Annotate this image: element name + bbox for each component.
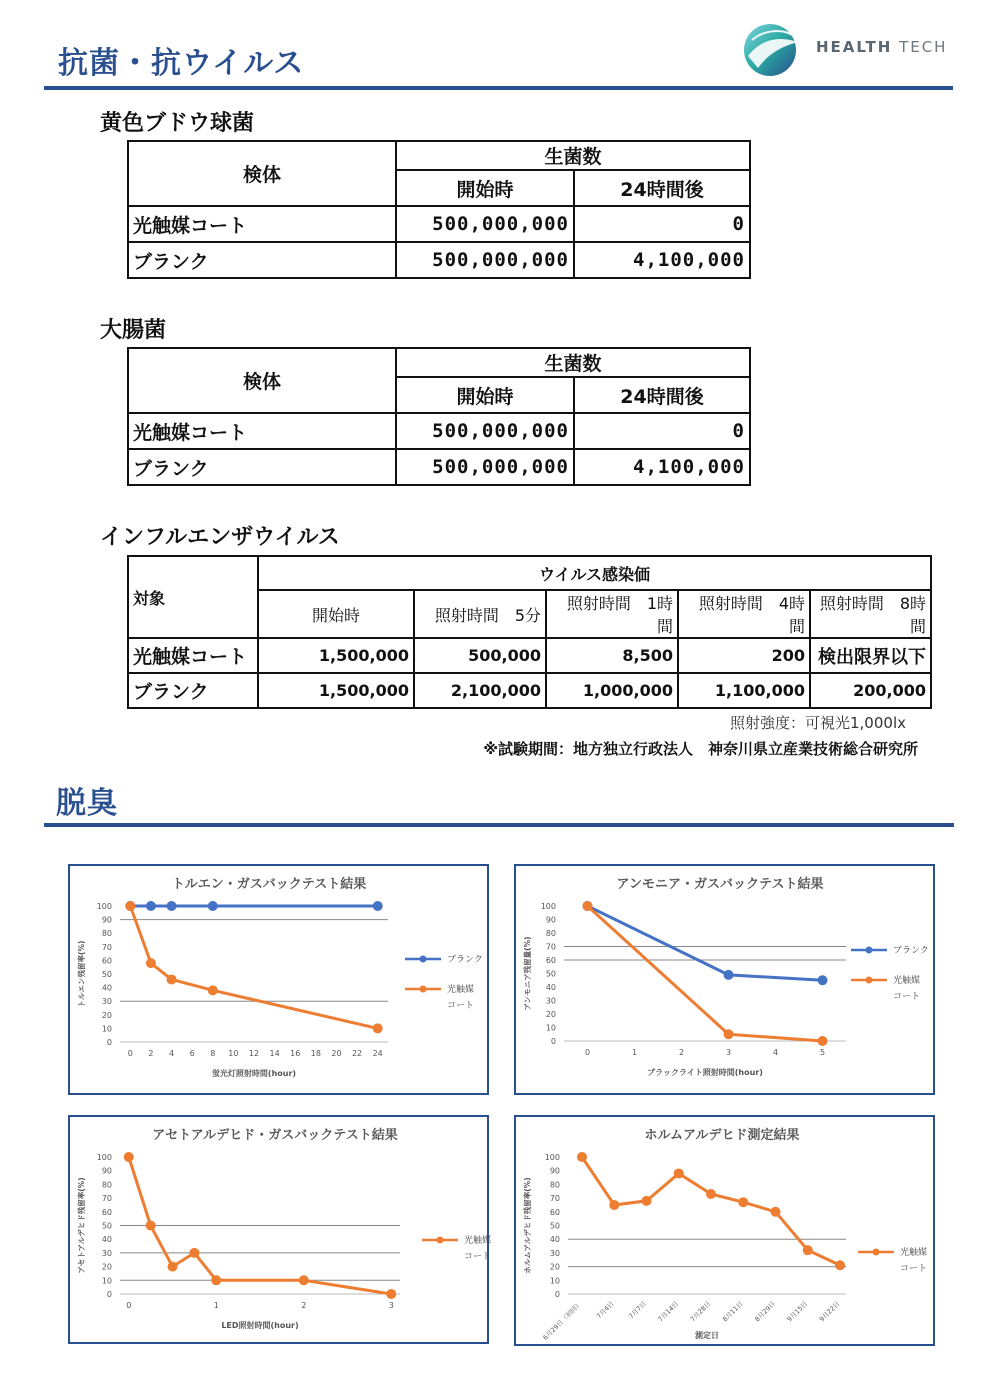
flu-title: インフルエンザウイルス [100, 525, 340, 550]
chart-title: アンモニア・ガスバックテスト結果 [616, 877, 824, 892]
ecoli-header-24h: 24時間後 [574, 377, 750, 413]
chart-title: トルエン・ガスバックテスト結果 [171, 877, 367, 892]
y-tick-label: 50 [545, 969, 556, 979]
staph-header-count: 生菌数 [396, 141, 750, 170]
y-tick-label: 100 [96, 902, 112, 911]
cell-start: 500,000,000 [396, 206, 574, 242]
data-point [208, 985, 218, 995]
cell-after: 4,100,000 [574, 449, 750, 485]
y-tick-label: 50 [101, 1221, 112, 1231]
y-tick-label: 0 [550, 1037, 556, 1046]
y-tick-label: 60 [101, 1207, 112, 1217]
staph-header-start: 開始時 [396, 170, 574, 206]
data-point [299, 1275, 309, 1285]
flu-col-header: 照射時間 4時間 [678, 590, 810, 638]
legend-label: コート [464, 1252, 492, 1262]
y-tick-label: 70 [101, 942, 112, 952]
data-point [738, 1197, 748, 1207]
ecoli-header-count: 生菌数 [396, 348, 750, 377]
y-tick-label: 50 [549, 1221, 560, 1231]
table-row [128, 673, 931, 708]
chart-svg [70, 1117, 492, 1342]
data-point [674, 1168, 684, 1178]
y-tick-label: 100 [540, 902, 556, 911]
row-label: ブランク [128, 449, 396, 485]
table-cell: 1,100,000 [678, 673, 810, 708]
x-axis-label: 測定日 [695, 1331, 719, 1340]
x-axis-label: 蛍光灯照射時間(hour) [211, 1069, 297, 1078]
logo-text-light: TECH [899, 38, 948, 56]
table-cell: 8,500 [546, 638, 678, 673]
chart-svg [516, 866, 933, 1093]
legend-marker [437, 1237, 444, 1244]
y-tick-label: 20 [545, 1010, 556, 1019]
y-tick-label: 100 [96, 1153, 112, 1162]
cell-start: 500,000,000 [396, 242, 574, 278]
legend-marker [866, 947, 873, 954]
x-tick-label: 8月11日 [721, 1299, 745, 1324]
legend-label: 光触媒 [900, 1248, 928, 1258]
y-tick-label: 20 [101, 1010, 112, 1020]
cell-start: 500,000,000 [396, 449, 574, 485]
table-cell: 1,500,000 [258, 638, 414, 673]
data-point [208, 901, 218, 911]
health-tech-logo [738, 20, 958, 80]
x-tick-label: 0 [127, 1049, 133, 1058]
flu-note-intensity: 照射強度：可視光1,000lx [730, 714, 906, 732]
data-point [167, 901, 177, 911]
legend-label: ブランク [893, 946, 929, 956]
flu-header-target: 対象 [128, 556, 258, 638]
data-point [642, 1196, 652, 1206]
y-tick-label: 80 [549, 1180, 560, 1190]
data-point [835, 1260, 845, 1270]
staph-header-24h: 24時間後 [574, 170, 750, 206]
y-tick-label: 100 [544, 1153, 560, 1162]
data-point [771, 1207, 781, 1217]
x-tick-label: 2 [678, 1048, 685, 1057]
x-tick-label: 7月7日 [627, 1299, 648, 1321]
data-point [167, 974, 177, 984]
x-tick-label: 4 [168, 1049, 175, 1058]
logo-mark-icon [738, 20, 808, 80]
series-line [130, 906, 377, 1028]
x-axis-label: LED照射時間(hour) [221, 1321, 299, 1330]
legend-marker [420, 956, 427, 963]
cell-after: 0 [574, 413, 750, 449]
flu-col-header: 開始時 [258, 590, 414, 638]
chart-formaldehyde [514, 1115, 935, 1346]
table-row [128, 242, 750, 278]
x-tick-label: 9月22日 [817, 1299, 842, 1324]
x-tick-label: 7月28日 [688, 1299, 713, 1324]
x-tick-label: 8 [210, 1049, 216, 1058]
y-tick-label: 40 [549, 1235, 560, 1245]
x-axis-label: ブラックライト照射時間(hour) [647, 1068, 763, 1077]
y-tick-label: 40 [101, 983, 112, 993]
ecoli-title: 大腸菌 [100, 318, 167, 343]
x-tick-label: 4 [772, 1048, 779, 1057]
table-cell: 200,000 [810, 673, 931, 708]
y-tick-label: 80 [545, 929, 556, 938]
page-title: 抗菌・抗ウイルス [58, 46, 305, 81]
y-tick-label: 10 [549, 1276, 560, 1286]
chart-svg [70, 866, 487, 1093]
flu-col-header: 照射時間 5分 [414, 590, 546, 638]
legend-label: ブランク [447, 955, 483, 965]
x-tick-label: 1 [213, 1301, 219, 1310]
data-point [189, 1248, 199, 1258]
table-row [128, 449, 750, 485]
y-tick-label: 70 [101, 1194, 112, 1204]
x-tick-label: 7月4日 [594, 1299, 616, 1321]
y-tick-label: 30 [545, 996, 556, 1006]
x-tick-label: 12 [248, 1049, 260, 1058]
ecoli-header-sample: 検体 [128, 348, 396, 413]
ecoli-header-start: 開始時 [396, 377, 574, 413]
staph-title: 黄色ブドウ球菌 [100, 111, 255, 136]
x-tick-label: 1 [631, 1048, 638, 1057]
row-label: ブランク [128, 242, 396, 278]
flu-col-header: 照射時間 8時間 [810, 590, 931, 638]
x-tick-label: 14 [269, 1049, 280, 1058]
y-tick-label: 60 [101, 956, 112, 966]
y-tick-label: 90 [101, 1166, 112, 1176]
data-point [577, 1152, 587, 1162]
data-point [818, 975, 828, 985]
legend-marker [866, 977, 873, 984]
deodor-rule [44, 823, 954, 827]
x-tick-label: 20 [331, 1049, 342, 1058]
data-point [373, 901, 383, 911]
x-tick-label: 6 [189, 1049, 195, 1058]
y-tick-label: 80 [101, 1180, 112, 1190]
logo-text-bold: HEALTH [816, 38, 893, 56]
header-rule [44, 86, 953, 90]
data-point [146, 1221, 156, 1231]
y-tick-label: 30 [101, 997, 112, 1007]
legend-label: コート [447, 1001, 475, 1011]
table-row [128, 206, 750, 242]
x-tick-label: 0 [584, 1048, 591, 1057]
legend-label: 光触媒 [464, 1236, 492, 1246]
data-point [706, 1189, 716, 1199]
x-tick-label: 3 [388, 1301, 394, 1310]
y-tick-label: 70 [545, 942, 556, 952]
data-point [724, 1029, 734, 1039]
cell-after: 4,100,000 [574, 242, 750, 278]
data-point [168, 1262, 178, 1272]
x-tick-label: 6月29日（初回） [541, 1299, 584, 1342]
x-tick-label: 9月15日 [785, 1299, 810, 1324]
flu-table [127, 555, 932, 709]
chart-svg [516, 1117, 933, 1344]
y-tick-label: 10 [101, 1024, 112, 1034]
row-label: 光触媒コート [128, 638, 258, 673]
y-tick-label: 10 [545, 1023, 556, 1033]
data-point [803, 1245, 813, 1255]
legend-label: コート [893, 992, 921, 1002]
y-tick-label: 70 [549, 1194, 560, 1204]
y-tick-label: 20 [101, 1262, 112, 1272]
y-tick-label: 0 [554, 1290, 560, 1299]
legend-label: 光触媒 [447, 985, 475, 995]
legend-label: 光触媒 [893, 976, 921, 986]
x-tick-label: 24 [372, 1049, 383, 1058]
x-tick-label: 2 [301, 1301, 307, 1310]
y-tick-label: 40 [545, 983, 556, 992]
y-tick-label: 50 [101, 970, 112, 979]
data-point [211, 1275, 221, 1285]
table-cell: 2,100,000 [414, 673, 546, 708]
y-tick-label: 90 [101, 915, 112, 925]
data-point [583, 901, 593, 911]
y-tick-label: 80 [101, 929, 112, 939]
y-axis-label: トルエン残留率(%) [77, 940, 86, 1008]
data-point [724, 970, 734, 980]
y-tick-label: 10 [101, 1276, 112, 1286]
table-cell: 200 [678, 638, 810, 673]
cell-after: 0 [574, 206, 750, 242]
legend-label: コート [900, 1264, 928, 1274]
y-tick-label: 60 [545, 956, 556, 965]
data-point [146, 901, 156, 911]
chart-toluene [68, 864, 489, 1095]
legend-marker [873, 1249, 880, 1256]
table-cell: 500,000 [414, 638, 546, 673]
y-axis-label: アンモニア残留量(%) [523, 936, 532, 1011]
y-tick-label: 0 [106, 1038, 112, 1047]
y-tick-label: 40 [101, 1235, 112, 1245]
x-tick-label: 3 [725, 1048, 732, 1057]
series-line [588, 906, 823, 1041]
data-point [124, 1152, 134, 1162]
chart-title: ホルムアルデヒド測定結果 [644, 1128, 800, 1143]
y-tick-label: 20 [549, 1262, 560, 1272]
series-line [582, 1157, 840, 1265]
x-tick-label: 22 [351, 1049, 363, 1058]
y-tick-label: 30 [549, 1248, 560, 1258]
data-point [818, 1036, 828, 1046]
table-row [128, 413, 750, 449]
y-tick-label: 60 [549, 1207, 560, 1217]
y-axis-label: アセトアルデヒド残留率(%) [77, 1177, 86, 1274]
flu-header-value: ウイルス感染価 [258, 556, 931, 590]
data-point [373, 1023, 383, 1033]
series-line [588, 906, 823, 980]
flu-note-period: ※試験期間：地方独立行政法人 神奈川県立産業技術総合研究所 [483, 740, 918, 758]
deodor-title: 脱臭 [56, 786, 118, 821]
x-tick-label: 7月14日 [656, 1299, 681, 1324]
row-label: ブランク [128, 673, 258, 708]
x-tick-label: 0 [126, 1301, 132, 1310]
x-tick-label: 10 [228, 1049, 239, 1058]
row-label: 光触媒コート [128, 206, 396, 242]
y-tick-label: 90 [549, 1166, 560, 1176]
table-row [128, 638, 931, 673]
table-cell: 1,500,000 [258, 673, 414, 708]
data-point [609, 1200, 619, 1210]
y-tick-label: 90 [545, 915, 556, 925]
ecoli-table [127, 347, 751, 486]
staph-table [127, 140, 751, 279]
row-label: 光触媒コート [128, 413, 396, 449]
y-axis-label: ホルムアルデヒド残留率(%) [523, 1177, 532, 1274]
x-tick-label: 16 [290, 1049, 301, 1058]
table-cell: 1,000,000 [546, 673, 678, 708]
staph-header-sample: 検体 [128, 141, 396, 206]
data-point [146, 958, 156, 968]
chart-ammonia [514, 864, 935, 1095]
data-point [125, 901, 135, 911]
flu-col-header: 照射時間 1時間 [546, 590, 678, 638]
x-tick-label: 5 [819, 1048, 826, 1057]
data-point [386, 1289, 396, 1299]
legend-marker [420, 986, 427, 993]
chart-title: アセトアルデヒド・ガスバックテスト結果 [152, 1128, 398, 1143]
y-tick-label: 0 [106, 1290, 112, 1299]
cell-start: 500,000,000 [396, 413, 574, 449]
x-tick-label: 8月29日 [753, 1299, 777, 1324]
chart-acetaldehyde [68, 1115, 492, 1344]
table-cell: 検出限界以下 [810, 638, 931, 673]
y-tick-label: 30 [101, 1248, 112, 1258]
x-tick-label: 18 [310, 1049, 321, 1058]
x-tick-label: 2 [148, 1049, 154, 1058]
